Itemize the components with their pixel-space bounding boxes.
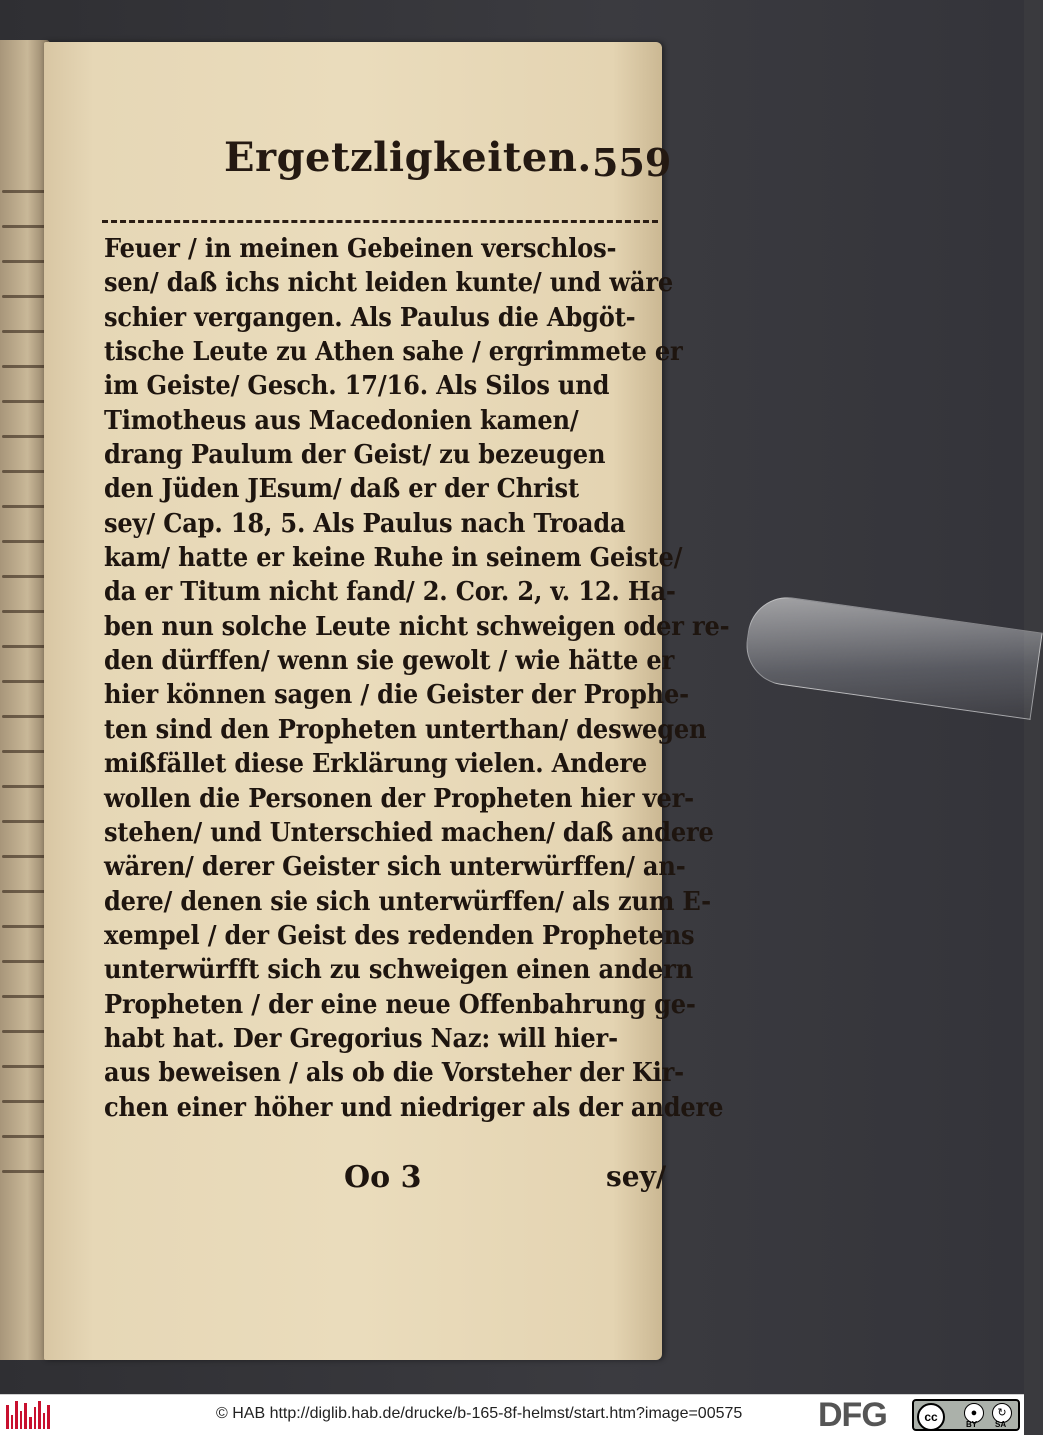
text-line: unterwürfft sich zu schweigen einen andern	[104, 954, 693, 986]
cc-license-badge[interactable]	[912, 1399, 1020, 1431]
text-line: drang Paulum der Geist/ zu bezeugen	[104, 439, 606, 471]
signature-mark: Oo 3	[344, 1160, 422, 1195]
dfg-logo[interactable]: DFG	[818, 1396, 887, 1434]
footer-bar	[0, 1394, 1024, 1435]
text-line: Feuer / in meinen Gebeinen verschlos-	[104, 233, 617, 264]
text-line: hier können sagen / die Geister der Prophe-	[104, 679, 689, 711]
hab-logo-icon[interactable]	[6, 1401, 50, 1429]
page-holder-clip	[741, 592, 1042, 720]
text-line: schier vergangen. Als Paulus die Abgöt-	[104, 301, 636, 333]
book-page	[44, 42, 730, 1360]
text-line: den dürffen/ wenn sie gewolt / wie hätte er	[104, 645, 675, 677]
cc-icon: cc	[917, 1403, 945, 1431]
text-line: im Geiste/ Gesch. 17/16. Als Silos und	[104, 370, 610, 402]
page-number: 559	[592, 140, 672, 185]
running-title: Ergetzligkeiten.	[224, 134, 592, 181]
faint-stamp	[114, 1162, 224, 1192]
cc-sa-label: SA	[995, 1420, 1007, 1429]
text-line: sey/ Cap. 18, 5. Als Paulus nach Troada	[104, 507, 626, 539]
share-alike-icon: ↻	[992, 1403, 1012, 1423]
text-line: Timotheus aus Macedonien kamen/	[104, 404, 579, 436]
source-link[interactable]: © HAB http://diglib.hab.de/drucke/b-165-8f-helmst/start.htm?image=00575	[216, 1405, 743, 1422]
text-line: stehen/ und Unterschied machen/ daß andere	[104, 816, 714, 848]
catchword: sey/	[606, 1160, 667, 1193]
cc-by-label: BY	[966, 1420, 978, 1429]
text-line: wären/ derer Geister sich unterwürffen/ an-	[104, 851, 686, 883]
text-line: aus beweisen / als ob die Vorsteher der Kir-	[104, 1057, 684, 1089]
text-line: xempel / der Geist des redenden Prophetens	[104, 919, 695, 951]
text-line: ten sind den Propheten unterthan/ deswegen	[104, 713, 707, 745]
header-rule	[102, 220, 658, 223]
person-icon: ●	[964, 1403, 984, 1423]
text-line: da er Titum nicht fand/ 2. Cor. 2, v. 12. Ha-	[104, 576, 676, 608]
text-line: ben nun solche Leute nicht schweigen oder re-	[104, 610, 730, 642]
text-line: kam/ hatte er keine Ruhe in seinem Geiste/	[104, 542, 683, 574]
text-line: habt hat. Der Gregorius Naz: will hier-	[104, 1022, 618, 1054]
text-line: Propheten / der eine neue Offenbahrung ge-	[104, 988, 696, 1020]
text-line: mißfället diese Erklärung vielen. Andere	[104, 748, 648, 780]
body-text	[104, 232, 730, 1125]
text-line: dere/ denen sie sich unterwürffen/ als zum E-	[104, 885, 711, 917]
text-line: den Jüden JEsum/ daß er der Christ	[104, 473, 579, 505]
text-line: tische Leute zu Athen sahe / ergrimmete er	[104, 336, 683, 368]
adjacent-page-edge	[0, 40, 50, 1360]
text-line: chen einer höher und niedriger als der andere	[104, 1091, 724, 1123]
text-line: wollen die Personen der Propheten hier ver-	[104, 782, 694, 814]
text-line: sen/ daß ichs nicht leiden kunte/ und wäre	[104, 267, 674, 299]
